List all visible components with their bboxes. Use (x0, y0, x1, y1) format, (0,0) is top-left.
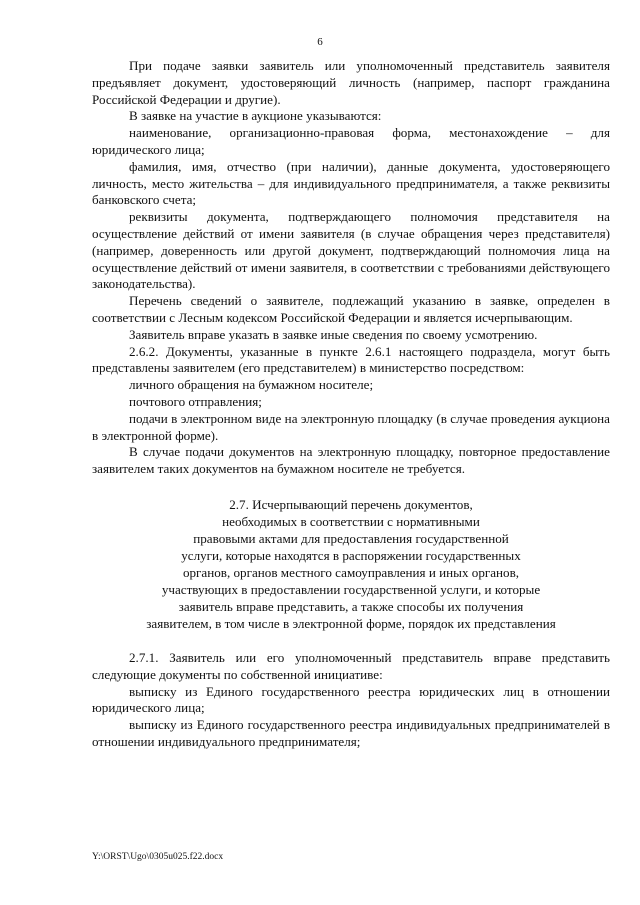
heading-line: правовыми актами для предоставления государственной (193, 530, 509, 546)
heading-line: 2.7. Исчерпывающий перечень документов, (229, 496, 473, 512)
spacer (92, 478, 610, 496)
paragraph: реквизиты документа, подтверждающего полномочия представителя на осуществление действий от имени заявителя (в случае обращения через представителя) (например, доверенность или другой документ, подтверждающий полномочия лица на осуществление действий от имени заявителя, в соответствии с требованиями действующего законодательства). (92, 209, 610, 292)
heading-line: заявителем, в том числе в электронной форме, порядок их представления (146, 615, 556, 631)
paragraph: 2.7.1. Заявитель или его уполномоченный представитель вправе представить следующие документы по собственной инициативе: (92, 649, 610, 682)
document-body (92, 58, 610, 751)
paragraph: личного обращения на бумажном носителе; (129, 377, 374, 393)
paragraph: подачи в электронном виде на электронную площадку (в случае проведения аукциона в электронной форме). (92, 410, 610, 443)
spacer (92, 632, 610, 650)
paragraph: 2.6.2. Документы, указанные в пункте 2.6.1 настоящего подраздела, могут быть представлены заявителем (его представителем) в министерство посредством: (92, 343, 610, 376)
paragraph: выписку из Единого государственного реестра юридических лиц в отношении юридического лица; (92, 683, 610, 716)
paragraph: Заявитель вправе указать в заявке иные сведения по своему усмотрению. (129, 326, 538, 342)
heading-line: необходимых в соответствии с нормативными (222, 513, 480, 529)
heading-line: заявитель вправе представить, а также способы их получения (178, 598, 524, 614)
paragraph: Перечень сведений о заявителе, подлежащий указанию в заявке, определен в соответствии с Лесным кодексом Российской Федерации и является исчерпывающим. (92, 293, 610, 325)
paragraph: выписку из Единого государственного реестра индивидуальных предпринимателей в отношении индивидуального предпринимателя; (92, 717, 610, 749)
heading-line: участвующих в предоставлении государственной услуги, и которые (161, 581, 541, 597)
paragraph: В случае подачи документов на электронную площадку, повторное предоставление заявителем таких документов на бумажном носителе не требуется. (92, 444, 610, 477)
heading-line: органов, органов местного самоуправления и иных органов, (182, 564, 520, 580)
section-heading (92, 496, 610, 632)
paragraph: В заявке на участие в аукционе указываются: (129, 108, 382, 124)
paragraph: фамилия, имя, отчество (при наличии), данные документа, удостоверяющего личность, место жительства – для индивидуального предпринимателя, а также реквизиты банковского счета; (92, 158, 610, 208)
heading-line: услуги, которые находятся в распоряжении государственных (181, 547, 521, 563)
paragraph: При подаче заявки заявитель или уполномоченный представитель заявителя предъявляет документ, удостоверяющий личность (например, паспорт гражданина Российской Федерации и другие). (92, 58, 610, 107)
paragraph: почтового отправления; (129, 393, 262, 409)
footer-file-path: Y:\ORST\Ugo\0305u025.f22.docx (92, 852, 224, 862)
paragraph: наименование, организационно-правовая форма, местонахождение – для юридического лица; (92, 125, 610, 157)
page-number: 6 (317, 36, 323, 48)
